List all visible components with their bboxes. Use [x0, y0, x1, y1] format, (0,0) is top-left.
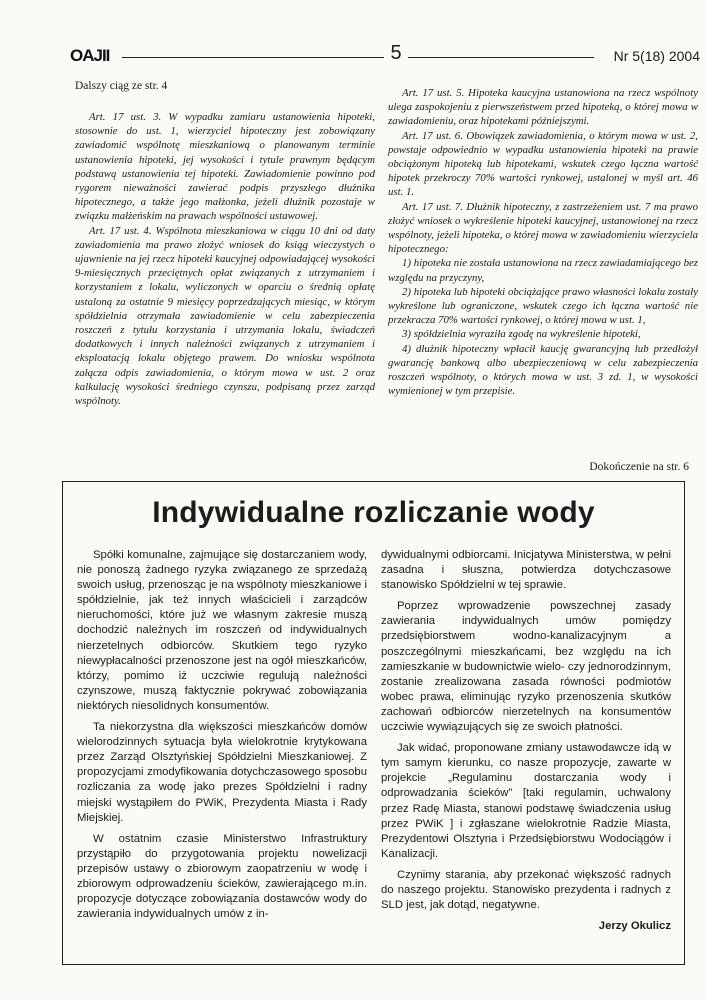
paragraph-art17-ust5: Art. 17 ust. 5. Hipoteka kaucyjna ustanowiona na rzecz wspólnoty ulega zaspokojeniu z pierwszeństwem przed hipoteką, o której mowa w zawiadomieniu, oraz hipotekami późniejszymi. [388, 87, 698, 128]
article-title: Indywidualne rozliczanie wody [152, 496, 595, 529]
article-paragraph: Poprzez wprowadzenie powszechnej zasady zawierania indywidualnych umów pomiędzy przedsiębiorstwem wodno-kanalizacyjnym a poszczególnymi mieszkańcami, bez względu na ich zamieszkanie w budownictwie wielo- czy jednorodzinnym, zostanie zrealizowana zasada równości podmiotów wobec prawa, eliminując ryzyko przenoszenia skutków zachowań odbiorców nierzetelnych na konsumentów uczciwie wywiązujących się ze swoich płatności. [381, 600, 671, 734]
list-item: 4) dłużnik hipoteczny wpłacił kaucję gwarancyjną lub przedłożył gwarancję bankową albo ubezpieczeniową w celu zabezpieczenia roszczeń wspólnoty, o których mowa w ust. 3 zd. 1, w wysokości wymienionej w tym przepisie. [388, 342, 698, 398]
list-item: 2) hipoteka lub hipoteki obciążające prawo własności lokalu zostały wykreślone lub ograniczone, wskutek czego ich łączna wartość nie przekracza 70% wartości rynkowej, o której mowa w ust. 1, [388, 285, 698, 327]
list-item: 3) spółdzielnia wyraziła zgodę na wykreślenie hipoteki, [402, 328, 641, 341]
law-text-right-column [388, 86, 698, 398]
paragraph-art17-ust3: Art. 17 ust. 3. W wypadku zamiaru ustanowienia hipoteki, stosownie do ust. 1, wierzyciel hipoteczny jest zobowiązany zawiadomić wspólnotę mieszkaniową o planowanym terminie ustanowienia hipoteki, jej wysokości i tytule prawnym będącym podstawą ustanowienia tej hipoteki. Zawiadomienie powinno pod rygorem nieważności zawierać podpis przyszłego dłużnika hipotecznego, a także jego małżonka, jeżeli dłużnik pozostaje w związku małżeńskim na prawach wspólności ustawowej. [75, 111, 375, 223]
paragraph-art17-ust4: Art. 17 ust. 4. Wspólnota mieszkaniowa w ciągu 10 dni od daty zawiadomienia ma prawo złożyć wniosek do ksiąg wieczystych o ujawnienie na jej rzecz hipoteki kaucyjnej odpowiadającej wysokości 9-miesięcznych przeciętnych opłat związanych z utrzymaniem i korzystaniem z lokalu, wyliczonych w oparciu o średnią opłatę ustaloną za ostatnie 9 miesięcy poprzedzających miesiąc, w którym spółdzielnia otrzymała zawiadomienie w celu zabezpieczenia roszczeń z tytułu korzystania i utrzymania lokalu, świadczeń dodatkowych i innych należności związanych z utrzymaniem i eksploatacją lokalu objętego prawem. Do wniosku wspólnota załącza odpis zawiadomienia, o którym mowa w ust. 2 oraz kalkulację wysokości średniego czynszu, podpisaną przez zarząd wspólnoty. [75, 224, 375, 408]
article-box [62, 481, 685, 965]
page-header [70, 44, 700, 70]
article-author: Jerzy Okulicz [598, 920, 671, 933]
publication-logo: OAJII [70, 46, 110, 65]
article-paragraph: Spółki komunalne, zajmujące się dostarczaniem wody, nie ponoszą żadnego ryzyka związanego ze sprzedażą swoich usług, przenosząc je na wspólnoty mieszkaniowe i spółdzielnie, jak też innych właścicieli i zarządców nieruchomości, które już we własnym zakresie muszą dochodzić należnych im roszczeń od indywidualnych nierzetelnych odbiorców. Skutkiem tego ryzyko niewypłacalności przenoszone jest na ogół mieszkańców, którzy, pomimo iż uczciwie regulują należności czynszowe, muszą faktycznie pokrywać zobowiązania niektórych niesolidnych konsumentów. [77, 549, 367, 712]
article-column-2 [381, 548, 671, 934]
article-paragraph: dywidualnymi odbiorcami. Inicjatywa Ministerstwa, w pełni zasadna i słuszna, potwierdza dotychczasowe stanowisko Spółdzielni w tej sprawie. [381, 549, 671, 592]
article-paragraph: Jak widać, proponowane zmiany ustawodawcze idą w tym samym kierunku, co nasze propozycje, zawarte w projekcie „Regulaminu dostarczania wody i odprowadzania ścieków” [taki regulamin, uchwalony przez Radę Miasta, stanowi podstawę świadczenia usług przez PWiK ] i zgłaszane wielokrotnie Radzie Miasta, Prezydentowi Olsztyna i Przedsiębiorstwu Wodociągów i Kanalizacji. [381, 742, 671, 860]
conditions-list [388, 256, 698, 398]
list-item: 1) hipoteka nie została ustanowiona na rzecz zawiadamiającego bez względu na przyczyny, [388, 257, 698, 284]
continuation-note: Dalszy ciąg ze str. 4 [75, 80, 168, 92]
continued-on-note: Dokończenie na str. 6 [589, 461, 689, 473]
law-text-left-column [75, 110, 375, 408]
paragraph-art17-ust6: Art. 17 ust. 6. Obowiązek zawiadomienia, o którym mowa w ust. 2, powstaje odpowiednio w wypadku ustanowienia hipoteki na prawie obciążonym hipoteką lub hipotekami, wskutek czego łączna wartość hipotek przekroczy 70% wartości rynkowej, ustalonej w myśl art. 46 ust. 1. [388, 129, 698, 199]
article-column-1 [77, 548, 367, 928]
issue-number: Nr 5(18) 2004 [613, 48, 700, 64]
article-paragraph: Ta niekorzystna dla większości mieszkańców domów wielorodzinnych sytuacja była wielokrotnie krytykowana przez Zarząd Olsztyńskiej Spółdzielni Mieszkaniowej. Z propozycjami zmodyfikowania dotychczasowego sposobu rozliczania za wodę jako prezes Spółdzielni i radny miejski wystąpiłem do PWiK, Prezydenta Miasta i Rady Miejskiej. [77, 721, 367, 824]
page-number: 5 [390, 42, 402, 64]
paragraph-art17-ust7: Art. 17 ust. 7. Dłużnik hipoteczny, z zastrzeżeniem ust. 7 ma prawo złożyć wniosek o wykreślenie hipoteki kaucyjnej, ustanowionej na rzecz wspólnoty, jeżeli hipoteka, o której mowa w zawiadomieniu wierzyciela hipotecznego: [388, 200, 698, 256]
article-paragraph: Czynimy starania, aby przekonać większość radnych do naszego projektu. Stanowisko prezydenta i radnych z SLD jest, jak dotąd, negatywne. [381, 868, 671, 912]
article-paragraph: W ostatnim czasie Ministerstwo Infrastruktury przystąpiło do przygotowania projektu nowelizacji przepisów ustawy o zbiorowym zaopatrzeniu w wodę i zbiorowym odprowadzeniu ścieków, zawierającego m.in. propozycje dotyczące zobowiązania dostawców wody do zawierania indywidualnych umów z in- [77, 832, 367, 921]
header-rule-right [408, 57, 594, 58]
header-rule-left [122, 57, 384, 58]
